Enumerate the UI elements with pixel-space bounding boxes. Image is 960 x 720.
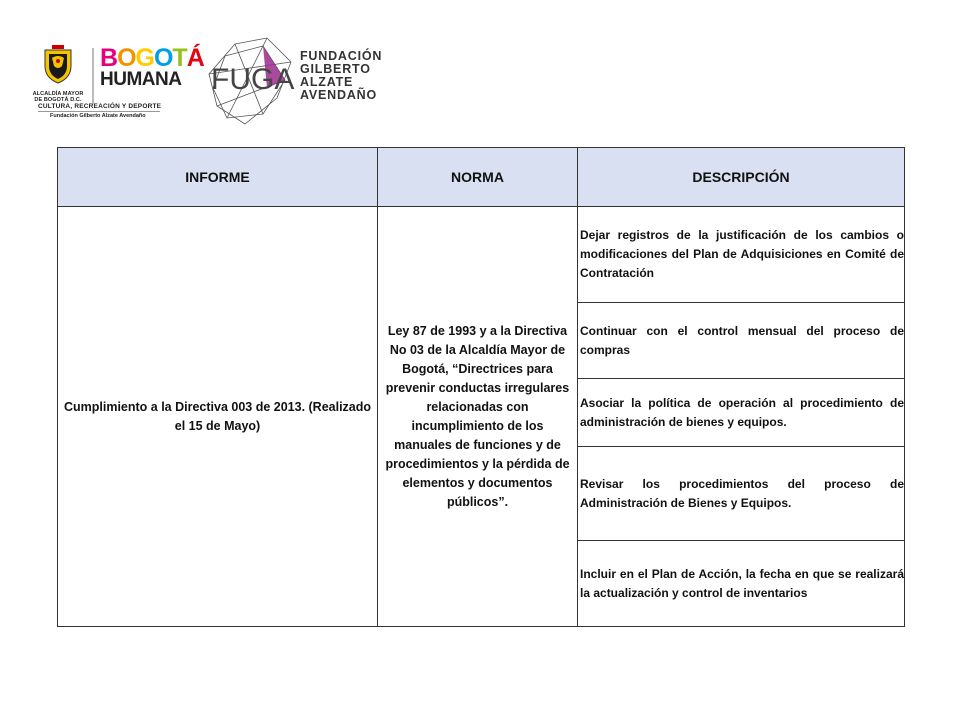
fuga-logo [205,36,295,128]
header-descripcion: DESCRIPCIÓN [578,148,905,207]
fuga-name-line-1: FUNDACIÓN [300,49,383,63]
descripcion-cell: Continuar con el control mensual del proceso de compras [578,303,905,379]
alcaldia-name [28,91,88,103]
header-informe: INFORME [58,148,378,207]
fuga-wordmark: FUGA [211,63,295,96]
alcaldia-line-1: ALCALDÍA MAYOR [32,91,84,97]
page-header [0,0,960,140]
sector-entity: Fundación Gilberto Alzate Avendaño [38,111,160,119]
report-table [57,147,905,627]
coat-of-arms-icon [42,44,74,84]
bogota-word: BOGOTÁ [100,44,204,72]
descripcion-cell: Dejar registros de la justificación de los cambios o modificaciones del Plan de Adquisiciones en Comité de Contratación [578,207,905,303]
sector-caption [38,103,188,119]
alcaldia-logo [28,44,88,103]
fuga-name-line-4: AVENDAÑO [300,88,378,102]
norma-cell: Ley 87 de 1993 y a la Directiva No 03 de la Alcaldía Mayor de Bogotá, “Directrices para prevenir conductas irregulares relacionadas con incumplimiento de los manuales de funciones y de procedimientos y la pérdida de elementos y documentos públicos”. [378,207,578,627]
fuga-name [300,50,382,102]
humana-word: HUMANA [100,69,182,90]
descripcion-cell: Revisar los procedimientos del proceso de Administración de Bienes y Equipos. [578,447,905,541]
logo-divider [92,48,94,104]
sector-name: CULTURA, RECREACIÓN Y DEPORTE [38,103,162,110]
bogota-humana-logo [100,44,204,90]
table-row [58,207,905,303]
alcaldia-line-2: DE BOGOTÁ D.C. [34,97,82,103]
informe-cell: Cumplimiento a la Directiva 003 de 2013. (Realizado el 15 de Mayo) [58,207,378,627]
fuga-name-line-2: GILBERTO [300,62,371,76]
descripcion-cell: Asociar la política de operación al procedimiento de administración de bienes y equipos. [578,379,905,447]
fuga-name-line-3: ALZATE [300,75,354,89]
descripcion-cell: Incluir en el Plan de Acción, la fecha en que se realizará la actualización y control de inventarios [578,541,905,627]
header-norma: NORMA [378,148,578,207]
table-header-row [58,148,905,207]
